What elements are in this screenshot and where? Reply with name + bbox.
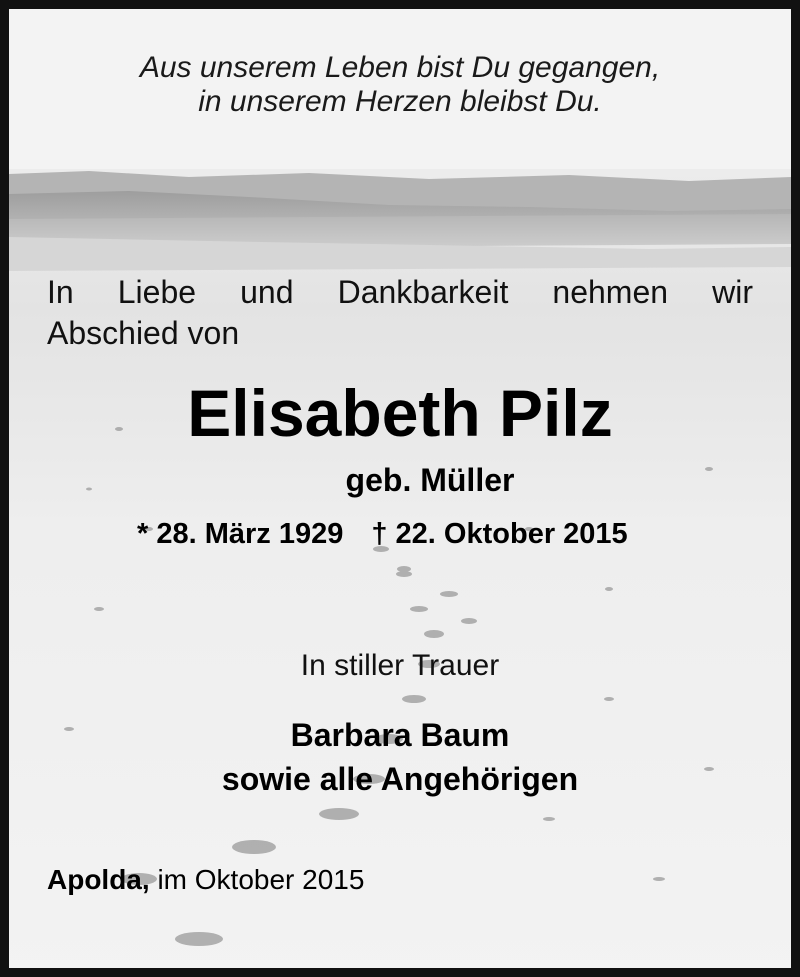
place: Apolda, <box>47 864 150 895</box>
mourning-phrase: In stiller Trauer <box>300 649 500 682</box>
motto-line-1: Aus unserem Leben bist Du gegangen, <box>139 51 661 84</box>
date: im Oktober 2015 <box>157 864 365 895</box>
motto-verse <box>9 51 791 119</box>
deceased-name: Elisabeth Pilz <box>187 376 613 450</box>
motto-line-2: in unserem Herzen bleibst Du. <box>198 85 602 118</box>
maiden-name-row <box>9 462 791 499</box>
intro-line-2: Abschied von <box>47 315 240 351</box>
place-and-date <box>47 864 364 896</box>
life-dates <box>137 518 628 551</box>
mourners <box>9 713 791 801</box>
intro-line-1: In Liebe und Dankbarkeit nehmen wir <box>47 274 753 310</box>
birth-date: * 28. März 1929 <box>137 518 344 550</box>
death-date: † 22. Oktober 2015 <box>371 518 628 550</box>
maiden-name: geb. Müller <box>345 462 515 498</box>
mourner-line-1: Barbara Baum <box>290 717 510 753</box>
mourner-line-2: sowie alle Angehörigen <box>221 761 579 797</box>
intro-text <box>47 272 753 354</box>
